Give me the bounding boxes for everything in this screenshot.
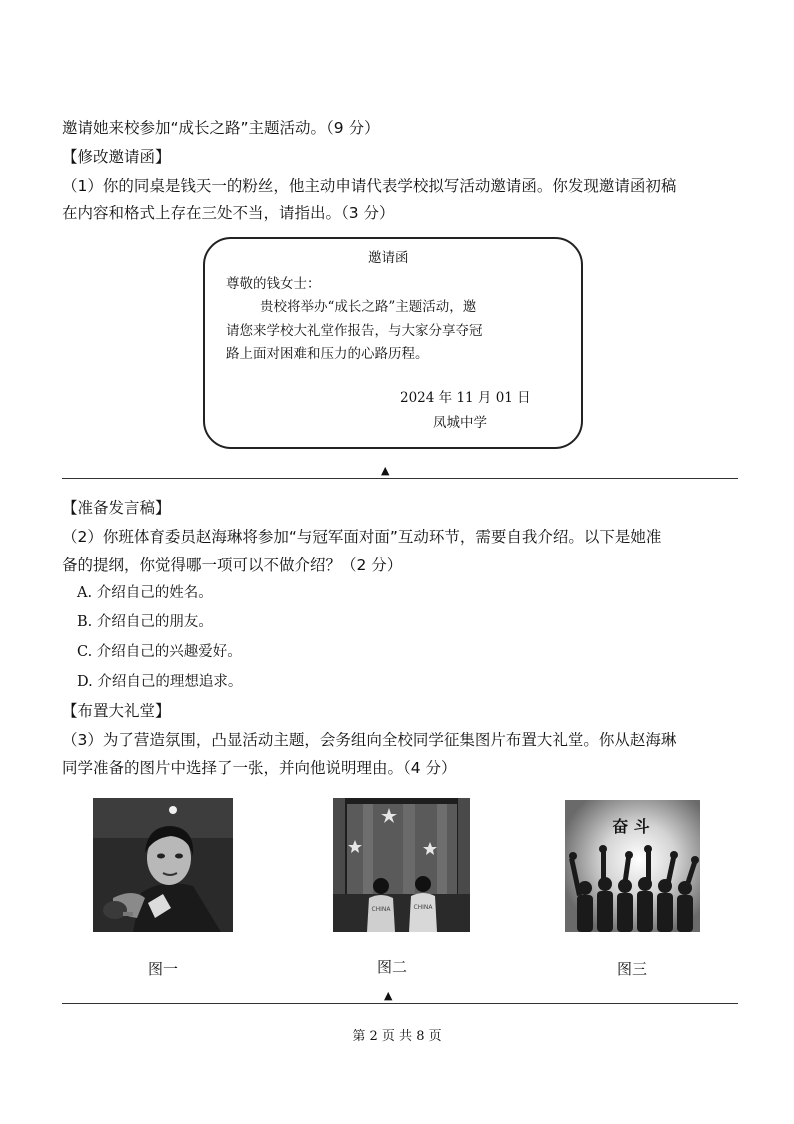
invitation-letter-box: [203, 237, 583, 449]
image-2-jersey-text-right: CHINA: [413, 904, 433, 911]
invitation-salutation: 尊敬的钱女士：: [226, 276, 321, 292]
question-1-line-2: 在内容和格式上存在三处不当，请指出。（3 分）: [62, 204, 395, 222]
option-a: A. 介绍自己的姓名。: [77, 585, 213, 601]
image-3-struggle-silhouettes: [565, 800, 700, 932]
answer-divider-2: [62, 1003, 738, 1004]
invitation-body-line-3: 路上面对困难和压力的心路历程。: [226, 346, 429, 362]
invitation-body-line-1: 贵校将举办“成长之路”主题活动，邀: [260, 299, 477, 315]
option-b: B. 介绍自己的朋友。: [77, 614, 213, 630]
section-heading-revise-invitation: 【修改邀请函】: [62, 148, 171, 166]
image-1-caption: 图一: [147, 960, 178, 978]
image-2-caption: 图二: [376, 958, 407, 976]
question-2-line-2: 备的提纲，你觉得哪一项可以不做介绍？（2 分）: [62, 556, 403, 574]
question-3-line-1: （3）为了营造氛围，凸显活动主题，会务组向全校同学征集图片布置大礼堂。你从赵海琳: [62, 731, 677, 749]
option-d: D. 介绍自己的理想追求。: [77, 674, 243, 690]
answer-divider: [62, 478, 738, 479]
question-3-line-2: 同学准备的图片中选择了一张，并向他说明理由。（4 分）: [62, 759, 457, 777]
invitation-title: 邀请函: [368, 250, 409, 266]
answer-marker-2: ▲: [384, 989, 393, 1002]
section-heading-prepare-speech: 【准备发言稿】: [62, 499, 171, 517]
image-3-caption: 图三: [616, 960, 647, 978]
image-1-table-tennis-player: [93, 798, 233, 932]
image-2-athletes-and-flag: [333, 798, 470, 932]
image-2-jersey-text-left: CHINA: [371, 906, 391, 913]
section-heading-decorate-hall: 【布置大礼堂】: [62, 702, 171, 720]
question-2-line-1: （2）你班体育委员赵海琳将参加“与冠军面对面”互动环节，需要自我介绍。以下是她准: [62, 528, 662, 546]
invitation-body-line-2: 请您来学校大礼堂作报告，与大家分享夺冠: [226, 323, 483, 339]
page-footer: 第 2 页 共 8 页: [352, 1029, 442, 1044]
invitation-signature: 凤城中学: [433, 415, 487, 431]
option-c: C. 介绍自己的兴趣爱好。: [77, 644, 242, 660]
question-1-line-1: （1）你的同桌是钱天一的粉丝，他主动申请代表学校拟写活动邀请函。你发现邀请函初稿: [62, 177, 677, 195]
image-3-banner-text: 奋 斗: [612, 817, 650, 836]
invitation-date: 2024 年 11 月 01 日: [400, 390, 531, 406]
answer-marker: ▲: [381, 464, 390, 477]
intro-line: 邀请她来校参加“成长之路”主题活动。（9 分）: [62, 119, 380, 137]
